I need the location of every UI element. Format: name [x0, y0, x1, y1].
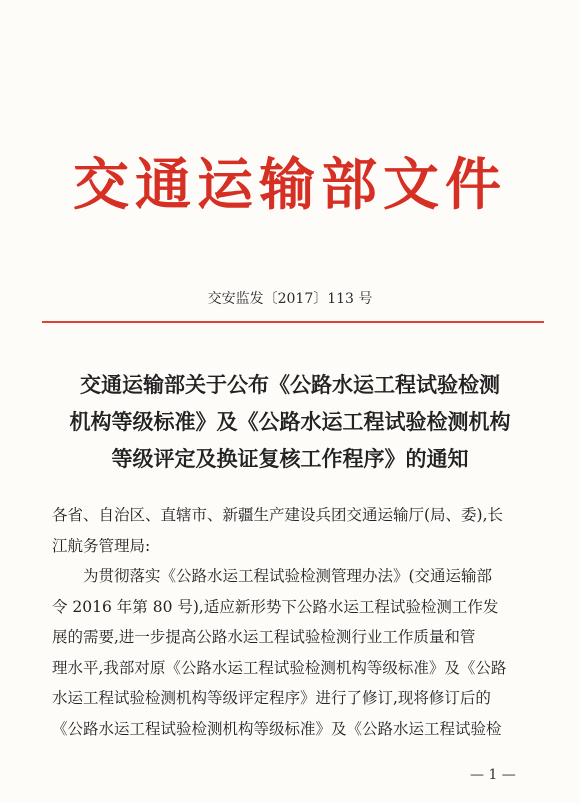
salutation-line: 各省、自治区、直辖市、新疆生产建设兵团交通运输厅(局、委),长 [52, 506, 504, 524]
title-line: 等级评定及换证复核工作程序》的通知 [111, 446, 469, 471]
paragraph-line: 《公路水运工程试验检测机构等级标准》及《公路水运工程试验检 [52, 719, 502, 738]
paragraph-line: 令 2016 年第 80 号),适应新形势下公路水运工程试验检测工作发 [52, 597, 499, 616]
paragraph-line: 展的需要,进一步提高公路水运工程试验检测行业工作质量和管 [52, 628, 476, 646]
title-line: 交通运输部关于公布《公路水运工程试验检测 [80, 372, 500, 397]
paragraph-line: 理水平,我部对原《公路水运工程试验检测机构等级标准》及《公路 [52, 658, 507, 677]
document-number: 交安监发〔2017〕113 号 [207, 291, 373, 307]
masthead-title: 交通运输部文件 [73, 152, 507, 218]
page-number: — 1 — [470, 767, 516, 783]
paragraph-line: 水运工程试验检测机构等级评定程序》进行了修订,现将修订后的 [52, 689, 491, 707]
title-line: 机构等级标准》及《公路水运工程试验检测机构 [69, 409, 511, 434]
notice-title [40, 366, 540, 477]
salutation-line: 江航务管理局: [52, 536, 151, 555]
red-divider-line [42, 321, 544, 323]
body-text [52, 500, 552, 744]
paragraph-line: 为贯彻落实《公路水运工程试验检测管理办法》(交通运输部 [83, 567, 493, 585]
